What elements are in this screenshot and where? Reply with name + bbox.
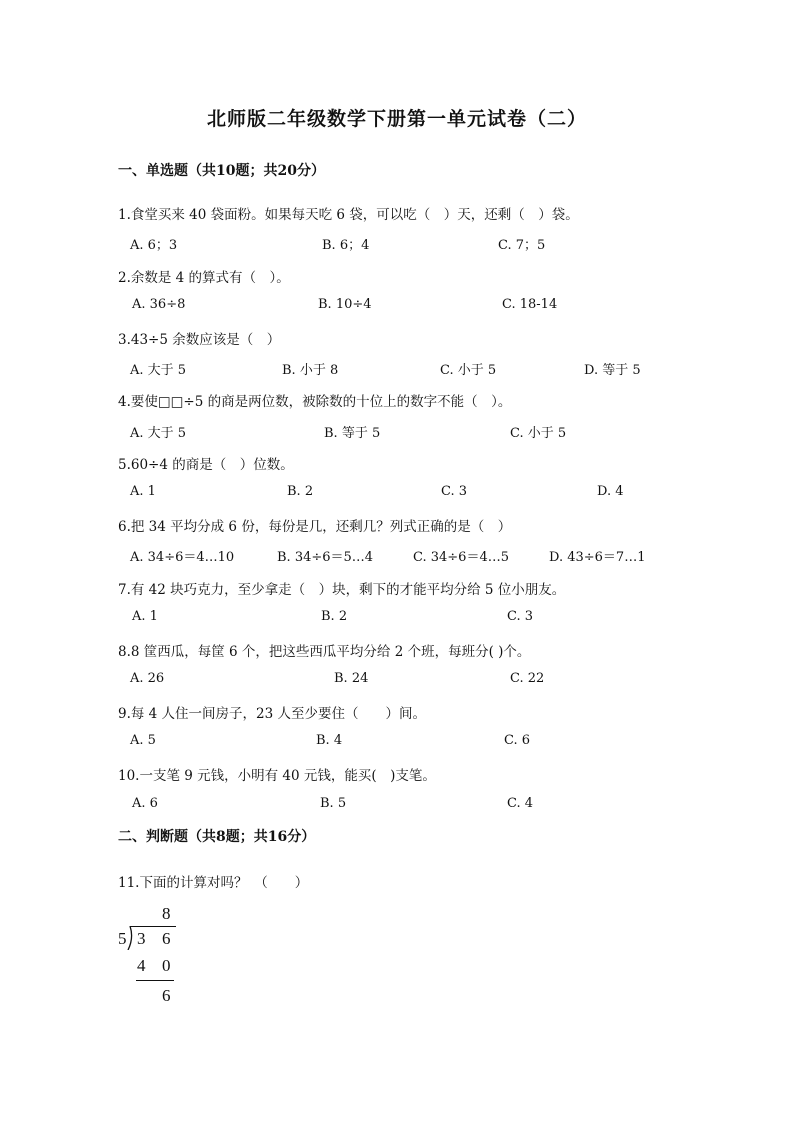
question-2: 2.余数是 4 的算式有（ ）。: [118, 270, 290, 286]
option-8c: C. 22: [510, 671, 545, 686]
option-5c: C. 3: [441, 484, 468, 499]
option-10c: C. 4: [507, 796, 534, 811]
question-10: 10.一支笔 9 元钱，小明有 40 元钱，能买( )支笔。: [118, 768, 436, 784]
subtraction-line: [136, 980, 174, 981]
section-heading-true-false: 二、判断题（共8题；共16分）: [118, 829, 316, 845]
long-division-figure: [110, 898, 200, 1013]
option-7a: A. 1: [132, 609, 158, 624]
question-11: 11.下面的计算对吗？ （ ）: [118, 875, 309, 891]
option-4c: C. 小于 5: [510, 426, 567, 441]
question-5: 5.60÷4 的商是（ ）位数。: [118, 457, 294, 473]
divisor-digit: 5: [118, 929, 127, 948]
option-4a: A. 大于 5: [130, 426, 187, 441]
option-10a: A. 6: [132, 796, 158, 811]
section-heading-single-choice: 一、单选题（共10题；共20分）: [118, 163, 325, 179]
option-7c: C. 3: [507, 609, 534, 624]
option-5b: B. 2: [287, 484, 314, 499]
option-5a: A. 1: [130, 484, 156, 499]
dividend-tens-digit: 3: [137, 929, 146, 948]
remainder-digit: 6: [162, 986, 171, 1005]
dividend-ones-digit: 6: [162, 929, 171, 948]
question-8: 8.8 筐西瓜，每筐 6 个，把这些西瓜平均分给 2 个班，每班分( )个。: [118, 644, 531, 660]
option-8a: A. 26: [130, 671, 165, 686]
option-6b: B. 34÷6＝5…4: [277, 550, 374, 565]
option-3b: B. 小于 8: [282, 363, 339, 378]
option-6c: C. 34÷6＝4…5: [413, 550, 509, 565]
option-1b: B. 6；4: [322, 238, 370, 253]
option-9b: B. 4: [316, 733, 343, 748]
question-3: 3.43÷5 余数应该是（ ）: [118, 332, 281, 348]
option-7b: B. 2: [321, 609, 348, 624]
quotient-digit: 8: [162, 904, 171, 923]
option-10b: B. 5: [320, 796, 347, 811]
option-8b: B. 24: [334, 671, 369, 686]
option-3a: A. 大于 5: [130, 363, 187, 378]
question-4: 4.要使□□÷5 的商是两位数，被除数的十位上的数字不能（ ）。: [118, 394, 512, 410]
option-2c: C. 18-14: [502, 297, 558, 312]
option-4b: B. 等于 5: [324, 426, 381, 441]
option-9c: C. 6: [504, 733, 531, 748]
page-title: 北师版二年级数学下册第一单元试卷（二）: [206, 108, 587, 130]
product-tens-digit: 4: [137, 956, 146, 975]
division-bar: [130, 926, 176, 927]
question-7: 7.有 42 块巧克力，至少拿走（ ）块，剩下的才能平均分给 5 位小朋友。: [118, 582, 566, 598]
question-1: 1.食堂买来 40 袋面粉。如果每天吃 6 袋，可以吃（ ）天，还剩（ ）袋。: [118, 207, 579, 223]
option-2b: B. 10÷4: [318, 297, 372, 312]
option-2a: A. 36÷8: [132, 297, 186, 312]
question-9: 9.每 4 人住一间房子，23 人至少要住（ ）间。: [118, 706, 427, 722]
option-1c: C. 7；5: [498, 238, 546, 253]
question-6: 6.把 34 平均分成 6 份，每份是几，还剩几？列式正确的是（ ）: [118, 519, 512, 535]
option-6d: D. 43÷6＝7…1: [549, 550, 646, 565]
product-ones-digit: 0: [162, 956, 171, 975]
option-3c: C. 小于 5: [440, 363, 497, 378]
option-5d: D. 4: [597, 484, 624, 499]
option-3d: D. 等于 5: [584, 363, 641, 378]
option-9a: A. 5: [130, 733, 156, 748]
option-6a: A. 34÷6＝4…10: [130, 550, 235, 565]
option-1a: A. 6；3: [130, 238, 178, 253]
division-bracket: [126, 926, 134, 950]
